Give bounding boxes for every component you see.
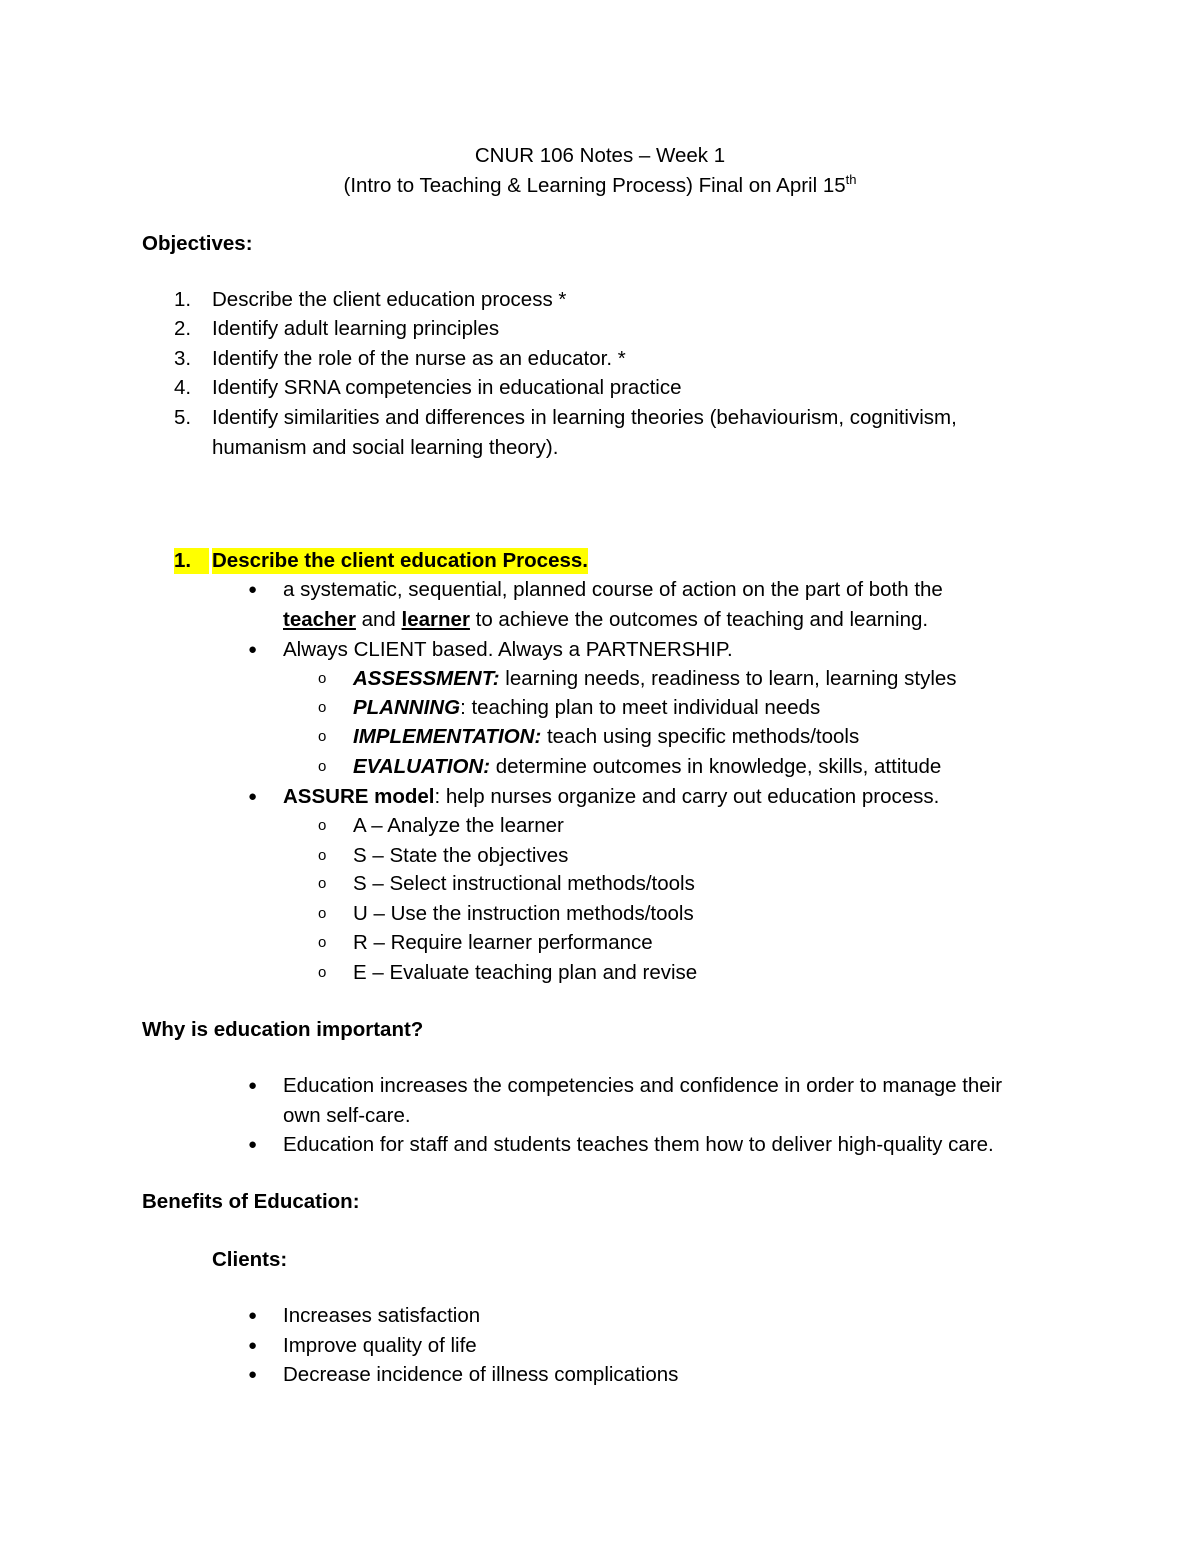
why-item-continuation: own self-care.: [283, 1104, 411, 1127]
doc-title: CNUR 106 Notes – Week 1: [474, 144, 726, 167]
benefits-heading: Benefits of Education:: [142, 1190, 360, 1213]
objectives-heading: Objectives:: [142, 232, 253, 255]
objective-item-continuation: humanism and social learning theory).: [212, 436, 559, 459]
why-heading: Why is education important?: [142, 1018, 424, 1041]
document-page: CNUR 106 Notes – Week 1 (Intro to Teaching & Learning Process) Final on April 15th Objectives: 1. Describe the client education process * 2. Identify adult learning principles 3. Identify the role of the nurse as an educator. * 4. Identify SRNA competencies in educational practice 5. Identify similarities and differences in learning theories (behaviourism, cognitivism, humanism and social learning theory). 1. Describe the client education Process. ● a systematic, sequential, planned course of action on the part of both the teacher and learner to achieve the outcomes of teaching and learning. ● Always CLIENT based. Always a PARTNERSHIP. o ASSESSMENT: learning needs, readiness to learn, learning styles o PLANNING: teaching plan to meet individual needs o IMPLEMENTATION: teach using specific methods/tools o EVALUATION: determine outcomes in knowledge, skills, attitude ● ASSURE model: help nurses organize and carry out education process. o A – Analyze the learner o S – State the objectives o S – Select instructional methods/tools o U – Use the instruction methods/tools o R – Require learner performance o E – Evaluate teaching plan and revise Why is education important? ● Education increases the competencies and confidence in order to manage their own self-care. ● Education for staff and students teaches them how to deliver high-quality care. Benefits of Education: Clients: ● Increases satisfaction ● Improve quality of life ● Decrease incidence of illness complications: [0, 0, 1200, 1553]
doc-subtitle: (Intro to Teaching & Learning Process) Final on April 15th: [343, 172, 857, 197]
process-bullet-definition-continuation: teacher and learner to achieve the outcomes of teaching and learning.: [283, 608, 929, 631]
clients-heading: Clients:: [212, 1248, 288, 1271]
